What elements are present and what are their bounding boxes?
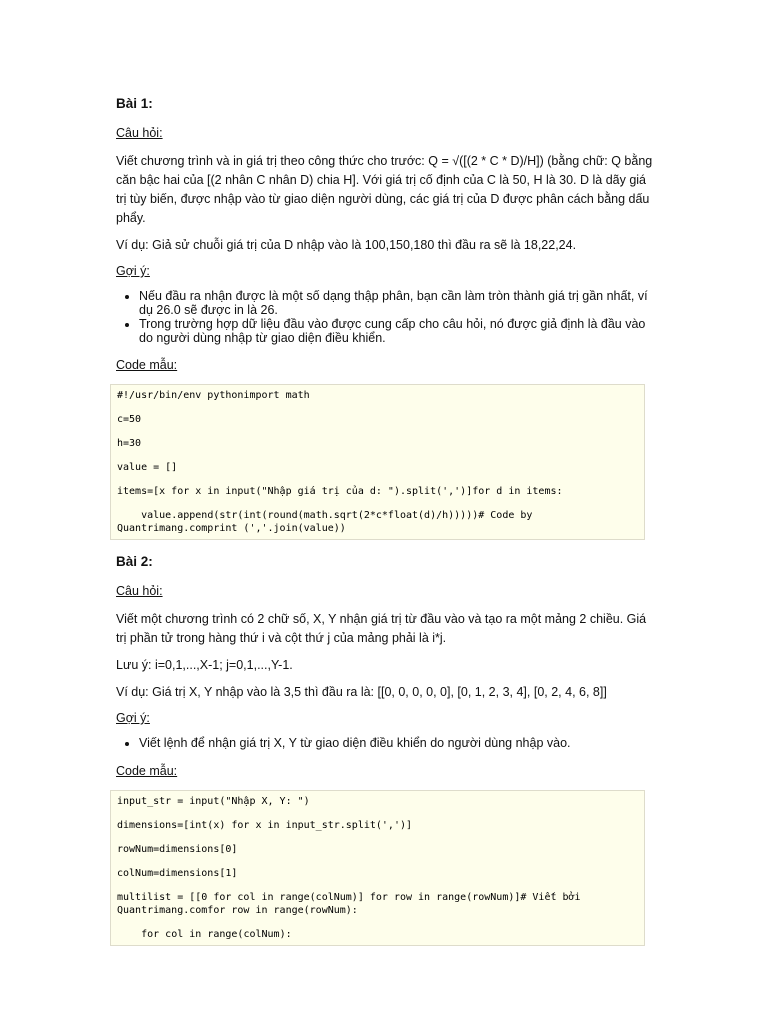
code-line: multilist = [[0 for col in range(colNum)] for row in range(rowNum)]# Viết bởi Quantrimang.comfor row in range(rowNum):	[117, 891, 587, 916]
hint-item: • Viết lệnh để nhận giá trị X, Y từ giao diện điều khiển do người dùng nhập vào.	[139, 737, 656, 751]
exercise-2-question-label: Câu hỏi:	[116, 584, 163, 598]
code-line: value.append(str(int(round(math.sqrt(2*c*float(d)/h)))))# Code by Quantrimang.comprint (','.join(value))	[117, 510, 539, 534]
exercise-2-example: Ví dụ: Giá trị X, Y nhập vào là 3,5 thì đầu ra là: [[0, 0, 0, 0, 0], [0, 1, 2, 3, 4], [0, 2, 4, 6, 8]]	[116, 685, 607, 699]
code-line: for col in range(colNum):	[117, 928, 292, 940]
exercise-2-hint-label: Gợi ý:	[116, 711, 150, 725]
code-line: input_str = input("Nhập X, Y: ")	[117, 795, 310, 807]
exercise-1	[116, 96, 656, 540]
exercise-1-hint-list	[116, 290, 656, 345]
exercise-1-title: Bài 1:	[116, 96, 153, 111]
exercise-2-question-text: Viết một chương trình có 2 chữ số, X, Y nhận giá trị từ đầu vào và tạo ra một mảng 2 chiều. Giá trị phần tử trong hàng thứ i và cột thứ j của mảng phải là i*j.	[116, 612, 647, 645]
hint-item: • Trong trường hợp dữ liệu đầu vào được cung cấp cho câu hỏi, nó được giả định là đầu vào do người dùng nhập từ giao diện điều khiển.	[139, 318, 656, 345]
exercise-1-code-label: Code mẫu:	[116, 358, 178, 372]
exercise-2-note: Lưu ý: i=0,1,...,X-1; j=0,1,...,Y-1.	[116, 658, 293, 672]
exercise-1-hint-label: Gợi ý:	[116, 264, 150, 278]
hint-item: • Nếu đầu ra nhận được là một số dạng thập phân, bạn cần làm tròn thành giá trị gần nhất, ví dụ 26.0 sẽ được in là 26.	[139, 290, 656, 317]
code-line: colNum=dimensions[1]	[117, 867, 238, 879]
document-content	[116, 96, 656, 960]
exercise-2-hint-list	[116, 737, 656, 751]
exercise-1-code-block	[110, 384, 645, 540]
code-line: c=50	[117, 414, 142, 425]
code-line: rowNum=dimensions[0]	[117, 843, 238, 855]
code-line: value = []	[117, 462, 178, 473]
code-line: h=30	[117, 438, 142, 449]
exercise-1-example: Ví dụ: Giả sử chuỗi giá trị của D nhập vào là 100,150,180 thì đầu ra sẽ là 18,22,24.	[116, 238, 577, 252]
code-line: #!/usr/bin/env pythonimport math	[117, 390, 310, 401]
exercise-1-question-label: Câu hỏi:	[116, 126, 163, 140]
exercise-1-question-text: Viết chương trình và in giá trị theo công thức cho trước: Q = √([(2 * C * D)/H]) (bằng chữ: Q bằng căn bậc hai của [(2 nhân C nhân D) chia H]. Với giá trị cố định của C là 50, H là 30. D là dãy giá trị tùy biến, được nhập vào từ giao diện người dùng, các giá trị của D được phân cách bằng dấu phẩy.	[116, 154, 653, 225]
exercise-2	[116, 554, 656, 946]
exercise-2-code-block	[110, 790, 645, 946]
exercise-2-code-label: Code mẫu:	[116, 763, 178, 778]
code-line: dimensions=[int(x) for x in input_str.split(',')]	[117, 819, 413, 831]
code-line: items=[x for x in input("Nhập giá trị của d: ").split(',')]for d in items:	[117, 486, 563, 497]
exercise-2-title: Bài 2:	[116, 554, 153, 569]
